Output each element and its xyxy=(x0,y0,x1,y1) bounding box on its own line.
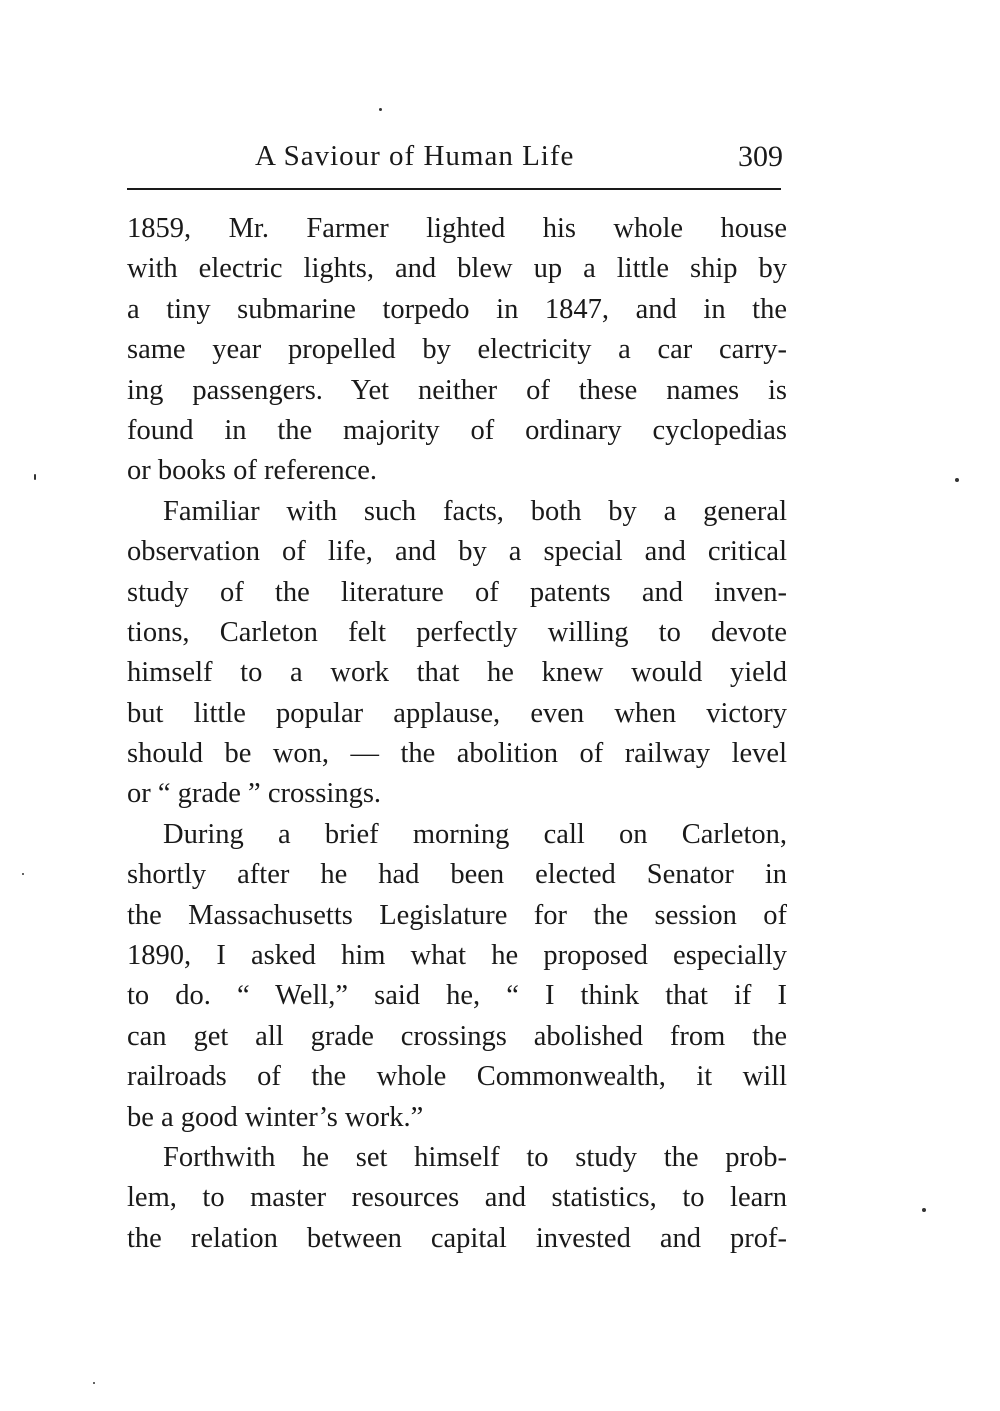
paragraph-start-line: During a brief morning call on Carleton, xyxy=(163,818,787,850)
text-line: or “ grade ” crossings. xyxy=(127,778,382,810)
text-line: but little popular applause, even when victory xyxy=(127,697,787,729)
text-line: railroads of the whole Commonwealth, it will xyxy=(127,1061,787,1093)
text-line: be a good winter’s work.” xyxy=(127,1101,424,1133)
text-line: the relation between capital invested and prof- xyxy=(127,1222,787,1254)
paragraph-start-line: Forthwith he set himself to study the prob- xyxy=(163,1141,787,1173)
scan-speck xyxy=(922,1208,926,1212)
text-line: or books of reference. xyxy=(127,455,378,487)
text-line: with electric lights, and blew up a little ship by xyxy=(127,253,787,285)
text-line: to do. “ Well,” said he, “ I think that if I xyxy=(127,980,787,1012)
text-line: tions, Carleton felt perfectly willing to devote xyxy=(127,616,787,648)
scan-speck xyxy=(93,1382,95,1384)
running-title: A Saviour of Human Life xyxy=(255,140,575,172)
text-line: ing passengers. Yet neither of these names is xyxy=(127,374,787,406)
paragraph-start-line: Familiar with such facts, both by a general xyxy=(163,495,787,527)
page-number: 309 xyxy=(738,140,783,173)
running-head xyxy=(127,140,783,180)
text-line: lem, to master resources and statistics, to learn xyxy=(127,1182,787,1214)
header-rule xyxy=(127,188,781,190)
text-line: should be won, — the abolition of railway level xyxy=(127,738,787,770)
text-line: himself to a work that he knew would yield xyxy=(127,657,787,689)
scan-speck xyxy=(22,873,24,875)
text-line: the Massachusetts Legislature for the session of xyxy=(127,899,787,931)
text-line: 1859, Mr. Farmer lighted his whole house xyxy=(127,213,787,244)
text-line: found in the majority of ordinary cyclopedias xyxy=(127,414,787,446)
scan-speck xyxy=(34,474,36,480)
text-line: 1890, I asked him what he proposed especially xyxy=(127,940,787,972)
text-line: shortly after he had been elected Senator in xyxy=(127,859,787,891)
text-line: can get all grade crossings abolished from the xyxy=(127,1020,787,1052)
text-line: a tiny submarine torpedo in 1847, and in the xyxy=(127,293,787,325)
text-line: observation of life, and by a special and critical xyxy=(127,536,787,568)
body-text xyxy=(127,209,787,1259)
text-line: study of the literature of patents and inven- xyxy=(127,576,787,608)
scan-speck xyxy=(379,108,382,111)
text-line: same year propelled by electricity a car carry- xyxy=(127,334,787,366)
scan-speck xyxy=(955,478,959,482)
